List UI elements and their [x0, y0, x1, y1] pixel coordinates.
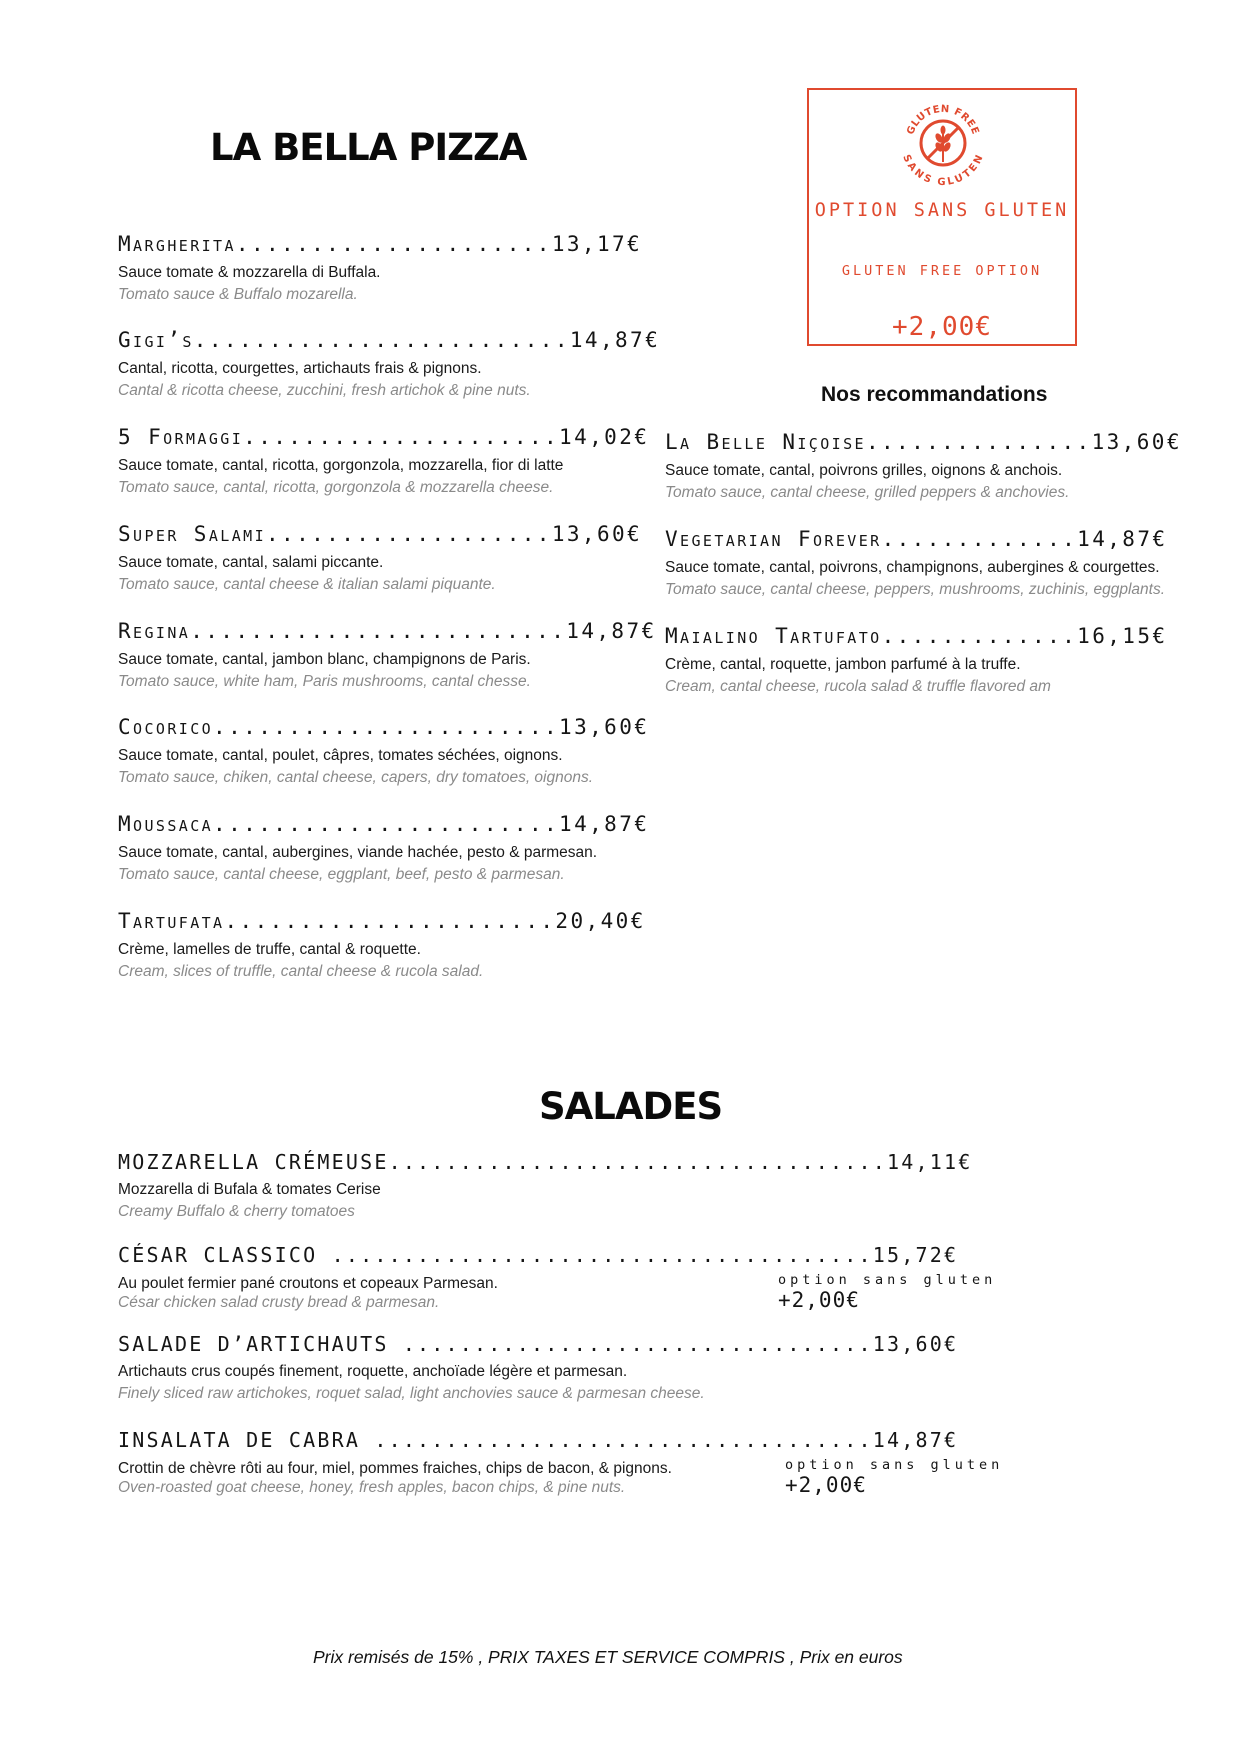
gluten-option: [778, 1269, 1080, 1312]
item-description-fr: Crottin de chèvre rôti au four, miel, pommes fraiches, chips de bacon, & pignons.: [118, 1460, 672, 1477]
item-description-fr: Sauce tomate, cantal, aubergines, viande hachée, pesto & parmesan.: [118, 844, 598, 861]
item-name-price: 5 Formaggi.....................14,02€: [118, 425, 650, 449]
menu-item: [118, 715, 649, 788]
salades-section-title: SALADES: [539, 1085, 723, 1128]
gluten-free-box: [807, 88, 1077, 346]
item-name-price: SALADE D’ARTICHAUTS .................................13,60€: [118, 1332, 959, 1356]
item-description-fr: Sauce tomate & mozzarella di Buffala.: [118, 264, 381, 281]
menu-item: [118, 232, 642, 305]
item-description-en: Tomato sauce, chiken, cantal cheese, capers, dry tomatoes, oignons.: [118, 769, 594, 786]
item-name-price: Margherita.....................13,17€: [118, 232, 643, 256]
item-name-price: INSALATA DE CABRA ...................................14,87€: [118, 1428, 959, 1452]
menu-item: [118, 909, 646, 982]
item-description-en: Creamy Buffalo & cherry tomatoes: [118, 1203, 355, 1220]
item-description-fr: Sauce tomate, cantal, ricotta, gorgonzola, mozzarella, fior di latte: [118, 457, 564, 474]
item-description-fr: Mozzarella di Bufala & tomates Cerise: [118, 1181, 381, 1198]
item-name-price: MOZZARELLA CRÉMEUSE...................................14,11€: [118, 1150, 973, 1174]
gluten-free-price: +2,00€: [892, 312, 992, 342]
item-name-price: La Belle Niçoise...............13,60€: [665, 430, 1182, 454]
item-description-fr: Sauce tomate, cantal, poivrons, champignons, aubergines & courgettes.: [665, 559, 1160, 576]
item-name-price: Cocorico.......................13,60€: [118, 715, 650, 739]
menu-item: [665, 624, 1167, 697]
item-name-price: Tartufata......................20,40€: [118, 909, 646, 933]
item-description-fr: Cantal, ricotta, courgettes, artichauts frais & pignons.: [118, 360, 482, 377]
menu-item: [118, 1243, 1080, 1313]
item-name-price: Regina.........................14,87€: [118, 619, 657, 643]
item-description-en: Finely sliced raw artichokes, roquet salad, light anchovies sauce & parmesan cheese.: [118, 1385, 705, 1402]
gluten-free-badge-icon: [898, 98, 988, 188]
menu-item: [118, 328, 660, 401]
item-name-price: Vegetarian Forever.............14,87€: [665, 527, 1168, 551]
badge-text-bottom: SANS GLUTEN: [900, 153, 986, 188]
item-description-fr: Au poulet fermier pané croutons et copeaux Parmesan.: [118, 1275, 498, 1292]
badge-text-top: GLUTEN FREE: [905, 103, 981, 137]
item-description-fr: Crème, lamelles de truffe, cantal & roquette.: [118, 941, 421, 958]
gluten-option-price: +2,00€: [785, 1473, 867, 1497]
item-description-fr: Sauce tomate, cantal, poulet, câpres, tomates séchées, oignons.: [118, 747, 563, 764]
item-name-price: Maialino Tartufato.............16,15€: [665, 624, 1168, 648]
item-description-en: Cantal & ricotta cheese, zucchini, fresh artichok & pine nuts.: [118, 382, 531, 399]
item-description-fr: Crème, cantal, roquette, jambon parfumé à la truffe.: [665, 656, 1021, 673]
item-description-fr: Sauce tomate, cantal, salami piccante.: [118, 554, 384, 571]
item-name-price: Moussaca.......................14,87€: [118, 812, 650, 836]
menu-item: [118, 1428, 1080, 1498]
item-description-en: Cream, slices of truffle, cantal cheese & rucola salad.: [118, 963, 484, 980]
menu-item: [118, 522, 642, 595]
item-description-en: Tomato sauce, cantal cheese, eggplant, beef, pesto & parmesan.: [118, 866, 565, 883]
menu-item: [665, 527, 1167, 600]
gluten-option: [785, 1454, 1080, 1497]
item-description-en: Tomato sauce, cantal cheese & italian salami piquante.: [118, 576, 496, 593]
gluten-free-subtitle: GLUTEN FREE OPTION: [841, 263, 1043, 279]
item-description-fr: Artichauts crus coupés finement, roquette, anchoïade légère et parmesan.: [118, 1363, 628, 1380]
menu-item: [118, 619, 657, 692]
gluten-option-price: +2,00€: [778, 1288, 860, 1312]
menu-item: [118, 425, 649, 498]
menu-item: [118, 812, 649, 885]
item-description-en: Tomato sauce, cantal cheese, peppers, mushrooms, zuchinis, eggplants.: [665, 581, 1166, 598]
item-description-en: Tomato sauce & Buffalo mozarella.: [118, 286, 358, 303]
item-description-en: Tomato sauce, cantal cheese, grilled peppers & anchovies.: [665, 484, 1070, 501]
pizza-section-title: LA BELLA PIZZA: [210, 126, 527, 169]
item-name-price: Gigi’s.........................14,87€: [118, 328, 661, 352]
item-description-fr: Sauce tomate, cantal, poivrons grilles, oignons & anchois.: [665, 462, 1063, 479]
menu-item: [665, 430, 1182, 503]
menu-item: [118, 1332, 1080, 1404]
item-description-en: Cream, cantal cheese, rucola salad & truffle flavored am: [665, 678, 1051, 695]
item-description-en: Oven-roasted goat cheese, honey, fresh apples, bacon chips, & pine nuts.: [118, 1479, 626, 1496]
item-name-price: Super Salami...................13,60€: [118, 522, 643, 546]
gluten-free-title: OPTION SANS GLUTEN: [814, 200, 1070, 221]
item-description-en: Tomato sauce, white ham, Paris mushrooms, cantal chesse.: [118, 673, 531, 690]
item-description-fr: Sauce tomate, cantal, jambon blanc, champignons de Paris.: [118, 651, 531, 668]
item-description-en: César chicken salad crusty bread & parmesan.: [118, 1294, 440, 1311]
footer-price-note: Prix remisés de 15% , PRIX TAXES ET SERVICE COMPRIS , Prix en euros: [313, 1647, 903, 1667]
gluten-option-label: option sans gluten: [785, 1457, 1004, 1473]
menu-item: [118, 1150, 1080, 1222]
item-name-price: CÉSAR CLASSICO ......................................15,72€: [118, 1243, 959, 1267]
recommendations-title: Nos recommandations: [821, 383, 1048, 406]
gluten-option-label: option sans gluten: [778, 1272, 997, 1288]
item-description-en: Tomato sauce, cantal, ricotta, gorgonzola & mozzarella cheese.: [118, 479, 554, 496]
